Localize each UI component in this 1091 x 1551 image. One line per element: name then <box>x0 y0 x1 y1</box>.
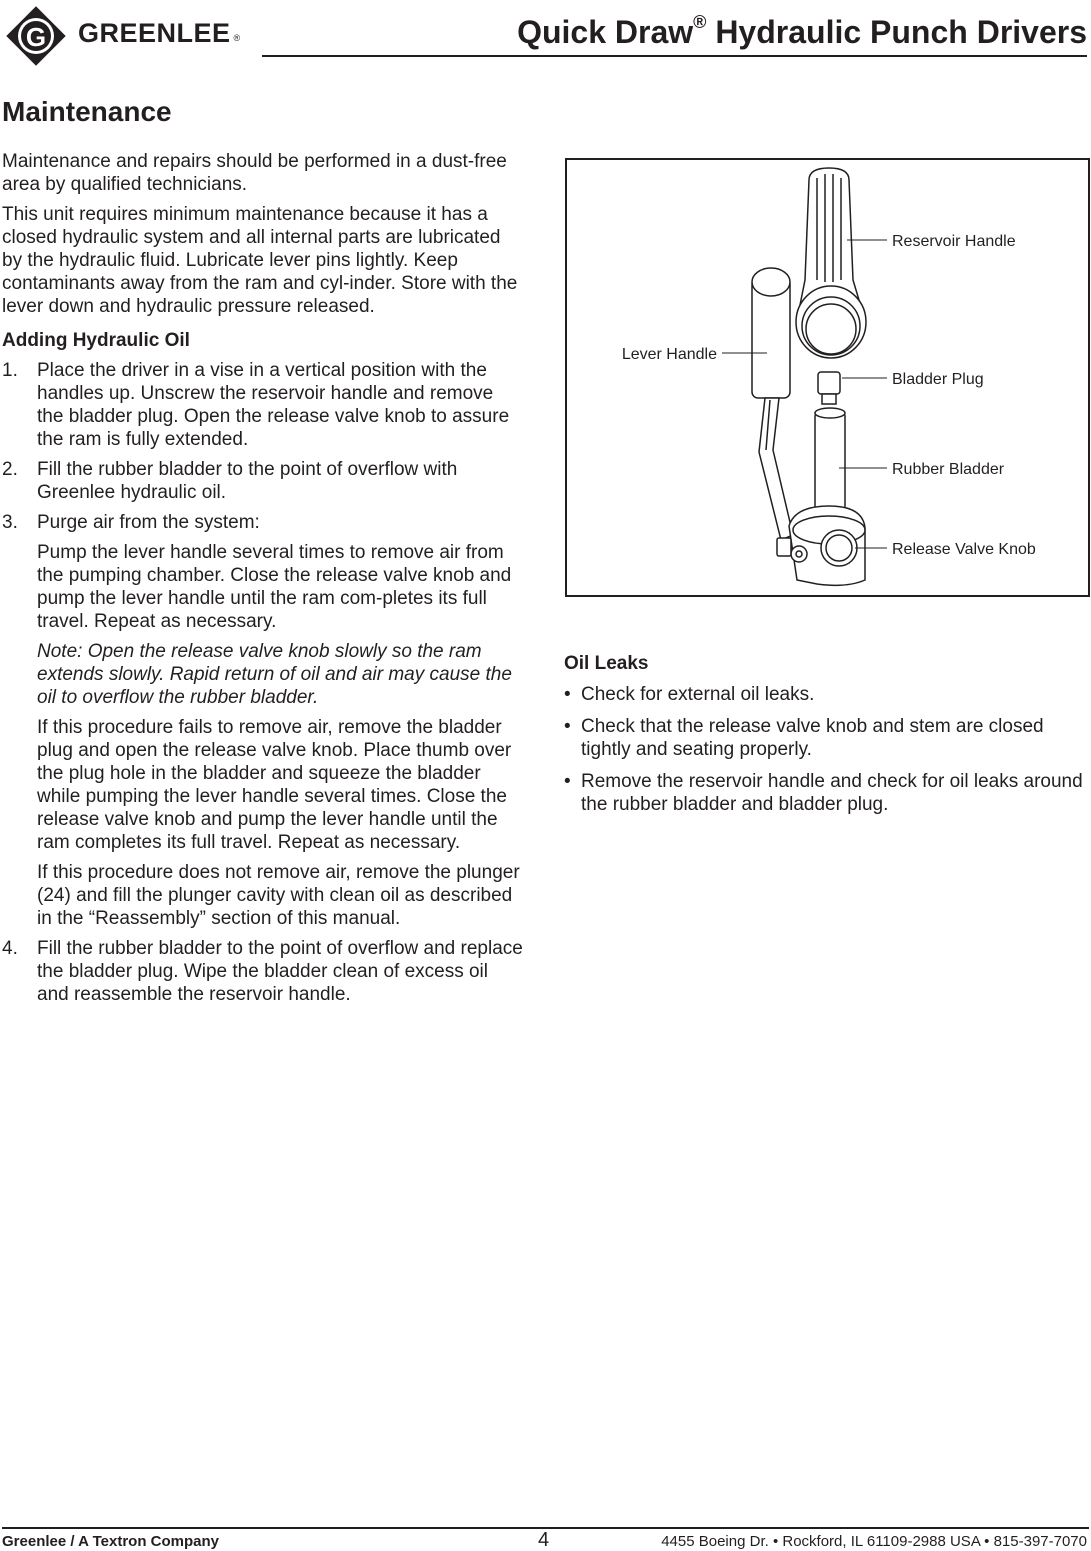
oil-leaks-heading: Oil Leaks <box>564 653 649 674</box>
reservoir-handle-drawing <box>796 168 866 358</box>
intro-paragraph: Maintenance and repairs should be performed in a dust-free area by qualified technicians. <box>2 151 507 195</box>
brand-name <box>78 18 241 49</box>
intro-paragraph: This unit requires minimum maintenance because it has a closed hydraulic system and all internal parts are lubricated by the hydraulic fluid. Lubricate lever pins lightly. Keep contaminants away from the ram and cyl-inder. Store with the lever down and hydraulic pressure released. <box>2 204 518 317</box>
step-3-note: Note: Open the release valve knob slowly so the ram extends slowly. Rapid return of oil and air may cause the oil to overflow the rubber bladder. <box>37 641 512 708</box>
label-bladder-plug: Bladder Plug <box>892 371 984 388</box>
list-item <box>564 683 1084 706</box>
title-registered-mark: ® <box>693 12 707 32</box>
list-item <box>564 770 1084 816</box>
step-2 <box>2 458 524 504</box>
bladder-plug-drawing <box>818 372 840 404</box>
step-3-paragraph: Pump the lever handle several times to remove air from the pumping chamber. Close the release valve knob and pump the lever handle until the ram com-pletes its full travel. Repeat as necessary. <box>37 542 512 632</box>
step-3 <box>2 511 524 534</box>
driver-diagram <box>565 158 1090 597</box>
step-number: 2. <box>2 459 18 480</box>
footer-address: 4455 Boeing Dr. • Rockford, IL 61109-2988 USA • 815-397-7070 <box>661 1533 1087 1550</box>
step-number: 4. <box>2 938 18 959</box>
list-item-text: Check that the release valve knob and stem are closed tightly and seating properly. <box>581 716 1044 760</box>
bullet: • <box>564 684 571 705</box>
step-1 <box>2 359 524 451</box>
label-reservoir-handle: Reservoir Handle <box>892 233 1016 250</box>
step-text: Fill the rubber bladder to the point of overflow and replace the bladder plug. Wipe the bladder clean of excess oil and reassemble the reservoir handle. <box>37 938 523 1005</box>
step-text: Fill the rubber bladder to the point of overflow with Greenlee hydraulic oil. <box>37 459 458 503</box>
step-number: 3. <box>2 512 18 533</box>
page-number: 4 <box>538 1529 550 1551</box>
step-3-paragraph: If this procedure does not remove air, remove the plunger (24) and fill the plunger cavity with clean oil as described in the “Reassembly” section of this manual. <box>37 862 520 929</box>
brand-registered-mark: ® <box>233 33 241 43</box>
header-divider <box>262 55 1087 57</box>
footer-company: Greenlee / A Textron Company <box>2 1533 219 1550</box>
title-product: Quick Draw <box>517 14 694 50</box>
list-item <box>564 715 1084 761</box>
step-number: 1. <box>2 360 18 381</box>
label-rubber-bladder: Rubber Bladder <box>892 461 1005 478</box>
bullet: • <box>564 716 571 737</box>
brand-text: GREENLEE <box>78 18 231 48</box>
document-title <box>517 14 1087 51</box>
title-rest: Hydraulic Punch Drivers <box>706 14 1087 50</box>
section-title: Maintenance <box>2 96 172 127</box>
step-text: Purge air from the system: <box>37 512 260 533</box>
greenlee-logo <box>2 2 70 70</box>
list-item-text: Remove the reservoir handle and check for oil leaks around the rubber bladder and bladder plug. <box>581 771 1083 815</box>
step-3-paragraph: If this procedure fails to remove air, remove the bladder plug and open the release valve knob. Place thumb over the plug hole in the bladder and squeeze the bladder while pumping the lever handle several times. Close the release valve knob and pump the lever handle until the ram completes its full travel. Repeat as necessary. <box>37 717 512 853</box>
lever-handle-drawing <box>752 268 793 540</box>
logo-letter: G <box>25 22 47 52</box>
pump-body-drawing <box>777 506 865 585</box>
step-text: Place the driver in a vise in a vertical position with the handles up. Unscrew the reservoir handle and remove the bladder plug. Open the release valve knob to assure the ram is fully extended. <box>37 360 510 450</box>
label-release-valve-knob: Release Valve Knob <box>892 541 1036 558</box>
bullet: • <box>564 771 571 792</box>
step-4 <box>2 937 524 1006</box>
driver-illustration <box>567 160 1088 595</box>
list-item-text: Check for external oil leaks. <box>581 684 815 705</box>
adding-oil-heading: Adding Hydraulic Oil <box>2 330 190 351</box>
right-column <box>564 652 1084 825</box>
left-column <box>2 150 524 1013</box>
rubber-bladder-drawing <box>815 408 845 520</box>
label-lever-handle: Lever Handle <box>621 346 717 363</box>
